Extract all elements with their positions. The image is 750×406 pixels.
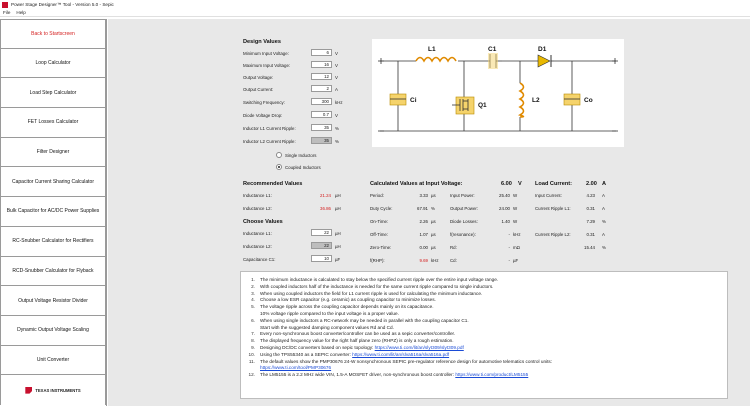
min-input-voltage-label: Minimum Input Voltage: xyxy=(243,51,289,56)
note-item: 8. The displayed frequency value for the right half plane zero (RHPZ) is only a rough estimation. xyxy=(251,338,454,344)
unit-label: % xyxy=(335,126,339,131)
switching-frequency-input[interactable]: 300 xyxy=(311,98,332,105)
off-time-label: Off-Time: xyxy=(370,232,389,237)
unit-label: µs xyxy=(431,245,436,250)
zero-time-value: 0.00 xyxy=(419,245,428,250)
unit-label: kHz xyxy=(335,100,343,105)
diode-losses-label: Diode Losses: xyxy=(450,219,478,224)
unit-label: µH xyxy=(335,231,341,236)
unit-label: % xyxy=(335,139,339,144)
output-power-value: 24.00 xyxy=(499,206,510,211)
output-voltage-divider-button[interactable]: Output Voltage Resistor Divider xyxy=(0,286,106,316)
unit-label: % xyxy=(602,219,606,224)
unit-label: µF xyxy=(513,258,519,263)
output-power-label: Output Power: xyxy=(450,206,479,211)
menu-bar xyxy=(0,9,750,17)
ripple-l1-value: 0.31 xyxy=(586,206,595,211)
load-step-calculator-button[interactable]: Load Step Calculator xyxy=(0,78,106,108)
coupled-inductors-radio[interactable] xyxy=(276,164,321,170)
note-item: 7. Every non-synchronous boost converter/controller can be used as a sepic converter/controller. xyxy=(251,331,456,337)
unit-label: A xyxy=(602,206,605,211)
coupled-inductors-label: Coupled Inductors xyxy=(285,164,321,170)
max-input-voltage-label: Maximum Input Voltage: xyxy=(243,63,291,68)
note-item: 1. The minimum inductance is calculated to stay below the specified current ripple over the entire input voltage range. xyxy=(251,277,499,282)
note-item: 2. With coupled inductors half of the inductance is needed for the same current ripple compared to single inductors. xyxy=(251,283,494,289)
note-item: 3. When using coupled inductors the field for L1 current ripple is used for calculating the minimum inductance. xyxy=(251,290,483,296)
f-resonance-label: f(resonance): xyxy=(450,232,476,237)
rec-l2-value: 36.86 xyxy=(320,206,331,211)
unit-label: µs xyxy=(431,219,436,224)
menu-help[interactable]: Help xyxy=(16,10,26,15)
choose-c1-label: Capacitance C1: xyxy=(243,257,276,262)
recommended-values-title: Recommended Values xyxy=(243,181,303,187)
loop-calculator-button[interactable]: Loop Calculator xyxy=(0,49,106,79)
ripple-l2-value: 0.31 xyxy=(586,232,595,237)
unit-label: µs xyxy=(431,232,436,237)
ripple-l2-percent: 15.44 xyxy=(584,245,595,250)
l1-label: L1 xyxy=(428,46,436,53)
period-label: Period: xyxy=(370,193,384,198)
capacitor-current-sharing-button[interactable]: Capacitor Current Sharing Calculator xyxy=(0,167,106,197)
unit-label: % xyxy=(602,245,606,250)
slva516a-link[interactable]: https://www.ti.com/lit/an/slva516a/slva516a.pdf xyxy=(352,351,450,357)
max-input-voltage-input[interactable]: 16 xyxy=(311,61,332,68)
l1-ripple-label: Inductor L1 Current Ripple: xyxy=(243,126,296,131)
f-rhp-value: 9.69 xyxy=(419,258,428,263)
pmp30676-link[interactable]: https://www.ti.com/tool/PMP30676 xyxy=(260,365,332,371)
diode-voltage-drop-label: Diode Voltage Drop: xyxy=(243,113,283,118)
unit-label: kHz xyxy=(431,258,439,263)
input-current-label: Input Current: xyxy=(535,193,562,198)
note-item: 12. The LM5155 is a 2.2 MHz wide VIN, 1.5-A MOSFET driver, non-synchronous boost controller: https://www.ti.com/product/LM5155 xyxy=(248,372,529,378)
period-value: 3.33 xyxy=(419,193,428,198)
co-label: Co xyxy=(584,97,593,104)
unit-label: W xyxy=(513,219,518,224)
filter-designer-button[interactable]: Filter Designer xyxy=(0,138,106,168)
d1-label: D1 xyxy=(538,46,547,53)
load-current-unit: A xyxy=(602,181,607,187)
l1-ripple-input[interactable]: 35 xyxy=(311,124,332,131)
ripple-l1-label: Current Ripple L1: xyxy=(535,206,571,211)
calculated-values-title: Calculated Values at Input Voltage: xyxy=(370,181,463,187)
unit-label: % xyxy=(431,206,435,211)
output-voltage-label: Output Voltage: xyxy=(243,75,274,80)
unit-label: mΩ xyxy=(513,245,520,250)
single-inductors-label: Single Inductors xyxy=(285,152,317,158)
unit-label: A xyxy=(602,193,605,198)
window-title: Power Stage Designer™ Tool - Version 5.0 - Sepic xyxy=(11,2,114,7)
min-input-voltage-input[interactable]: 6 xyxy=(311,49,332,56)
rd-value: - xyxy=(508,245,510,250)
zero-time-label: Zero-Time: xyxy=(370,245,392,250)
load-current-value: 2.00 xyxy=(586,181,597,187)
unit-label: µs xyxy=(431,193,436,198)
rc-snubber-button[interactable]: RC-Snubber Calculator for Rectifiers xyxy=(0,227,106,257)
choose-l1-input[interactable]: 22 xyxy=(311,229,332,236)
unit-label: A xyxy=(335,87,338,92)
off-time-value: 1.07 xyxy=(419,232,428,237)
l2-label: L2 xyxy=(532,97,540,104)
output-current-label: Output Current: xyxy=(243,87,274,92)
diode-voltage-drop-input[interactable]: 0.7 xyxy=(311,111,332,118)
l2-ripple-label: Inductor L2 Current Ripple: xyxy=(243,139,296,144)
note-item: 5. The voltage ripple across the coupling capacitor depends mainly on its capacitance. xyxy=(251,304,434,310)
calculated-input-voltage: 6.00 xyxy=(501,181,512,187)
unit-label: V xyxy=(335,75,338,80)
unit-label: µH xyxy=(335,244,341,249)
rcd-snubber-button[interactable]: RCD-Snubber Calculator for Flyback xyxy=(0,257,106,287)
unit-label: W xyxy=(513,206,518,211)
note-item: 6. When using single inductors a RC-network may be needed in parallel with the coupling capacitor C1. xyxy=(251,317,469,323)
switching-frequency-label: Switching Frequency: xyxy=(243,100,285,105)
ti-logo xyxy=(0,375,106,405)
choose-l1-label: Inductance L1: xyxy=(243,231,272,236)
load-current-title: Load Current: xyxy=(535,181,572,187)
choose-l2-input: 22 xyxy=(311,242,332,249)
choose-values-title: Choose Values xyxy=(243,219,283,225)
app-icon xyxy=(2,2,8,8)
unit-label: kHz xyxy=(513,232,521,237)
sidebar xyxy=(0,19,107,406)
note-item: 10. Using the TPS55340 as a SEPIC converter: https://www.ti.com/lit/an/slva516a/slva516a.pdf xyxy=(248,351,450,357)
schematic-svg xyxy=(372,39,624,147)
note-item: 11. The default values show the PMP30676 24-W nonsynchronous SEPIC pre-regulator reference design for automotive telematics control units: xyxy=(248,358,553,364)
choose-l2-label: Inductance L2: xyxy=(243,244,272,249)
ripple-l2-label: Current Ripple L2: xyxy=(535,232,571,237)
sepic-schematic xyxy=(372,39,624,147)
fet-losses-calculator-button[interactable]: FET Losses Calculator xyxy=(0,108,106,138)
unit-label: A xyxy=(602,232,605,237)
f-resonance-value: - xyxy=(508,232,510,237)
diode-losses-value: 1.40 xyxy=(501,219,510,224)
main-panel xyxy=(108,19,750,406)
note-item xyxy=(247,365,721,372)
unit-label: W xyxy=(513,193,518,198)
single-inductors-radio[interactable] xyxy=(276,152,317,158)
note-item: Start with the suggested damping component values Rd and Cd. xyxy=(260,324,394,330)
slyt309-link[interactable]: https://www.ti.com/lit/an/slyt309/slyt309.pdf xyxy=(374,344,464,350)
note-item: 4. Choose a low ESR capacitor (e.g. ceramic) as coupling capacitor to minimize losses. xyxy=(251,297,436,303)
ti-logo-text: TEXAS INSTRUMENTS xyxy=(35,387,81,393)
output-current-input[interactable]: 2 xyxy=(311,85,332,92)
ci-label: Ci xyxy=(410,97,417,104)
l2-ripple-input: 35 xyxy=(311,137,332,144)
ti-logo-icon xyxy=(25,387,32,394)
design-values-title: Design Values xyxy=(243,39,281,45)
ripple-l1-percent: 7.29 xyxy=(586,219,595,224)
calculated-input-voltage-unit: V xyxy=(518,181,522,187)
rec-l1-label: Inductance L1: xyxy=(243,193,272,198)
rec-l1-value: 21.24 xyxy=(320,193,331,198)
note-item: 9. Designing DC/DC converters based on sepic topology: https://www.ti.com/lit/an/slyt309/slyt309.pdf xyxy=(251,344,464,350)
radio-off-icon xyxy=(276,152,282,158)
duty-cycle-label: Duty Cycle: xyxy=(370,206,393,211)
c1-label: C1 xyxy=(488,46,497,53)
bulk-capacitor-button[interactable]: Bulk Capacitor for AC/DC Power Supplies xyxy=(0,197,106,227)
dynamic-output-voltage-button[interactable]: Dynamic Output Voltage Scaling xyxy=(0,316,106,346)
cd-label: Cd: xyxy=(450,258,457,263)
q1-label: Q1 xyxy=(478,102,487,109)
choose-c1-input[interactable]: 10 xyxy=(311,255,332,262)
duty-cycle-value: 67.91 xyxy=(417,206,428,211)
unit-label: µH xyxy=(335,206,341,211)
cd-value: - xyxy=(508,258,510,263)
unit-label: V xyxy=(335,63,338,68)
unit-label: V xyxy=(335,113,338,118)
unit-label: µH xyxy=(335,193,341,198)
menu-file[interactable]: File xyxy=(3,10,11,15)
title-bar xyxy=(0,0,750,9)
lm5155-link[interactable]: https://www.ti.com/product/LM5155 xyxy=(455,372,529,378)
input-power-label: Input Power: xyxy=(450,193,475,198)
notes-panel xyxy=(240,271,728,399)
unit-label: µF xyxy=(335,257,341,262)
input-current-value: 4.23 xyxy=(586,193,595,198)
output-voltage-input[interactable]: 12 xyxy=(311,73,332,80)
note-item: 10% voltage ripple compared to the input voltage is a proper value. xyxy=(260,310,399,316)
unit-label: V xyxy=(335,51,338,56)
rd-label: Rd: xyxy=(450,245,457,250)
on-time-label: On-Time: xyxy=(370,219,389,224)
back-to-startscreen-button[interactable]: Back to Startscreen xyxy=(0,19,106,49)
f-rhp-label: f(RHP): xyxy=(370,258,385,263)
unit-converter-button[interactable]: Unit Converter xyxy=(0,346,106,376)
radio-on-icon xyxy=(276,164,282,170)
input-power-value: 25.40 xyxy=(499,193,510,198)
on-time-value: 2.26 xyxy=(419,219,428,224)
rec-l2-label: Inductance L2: xyxy=(243,206,272,211)
